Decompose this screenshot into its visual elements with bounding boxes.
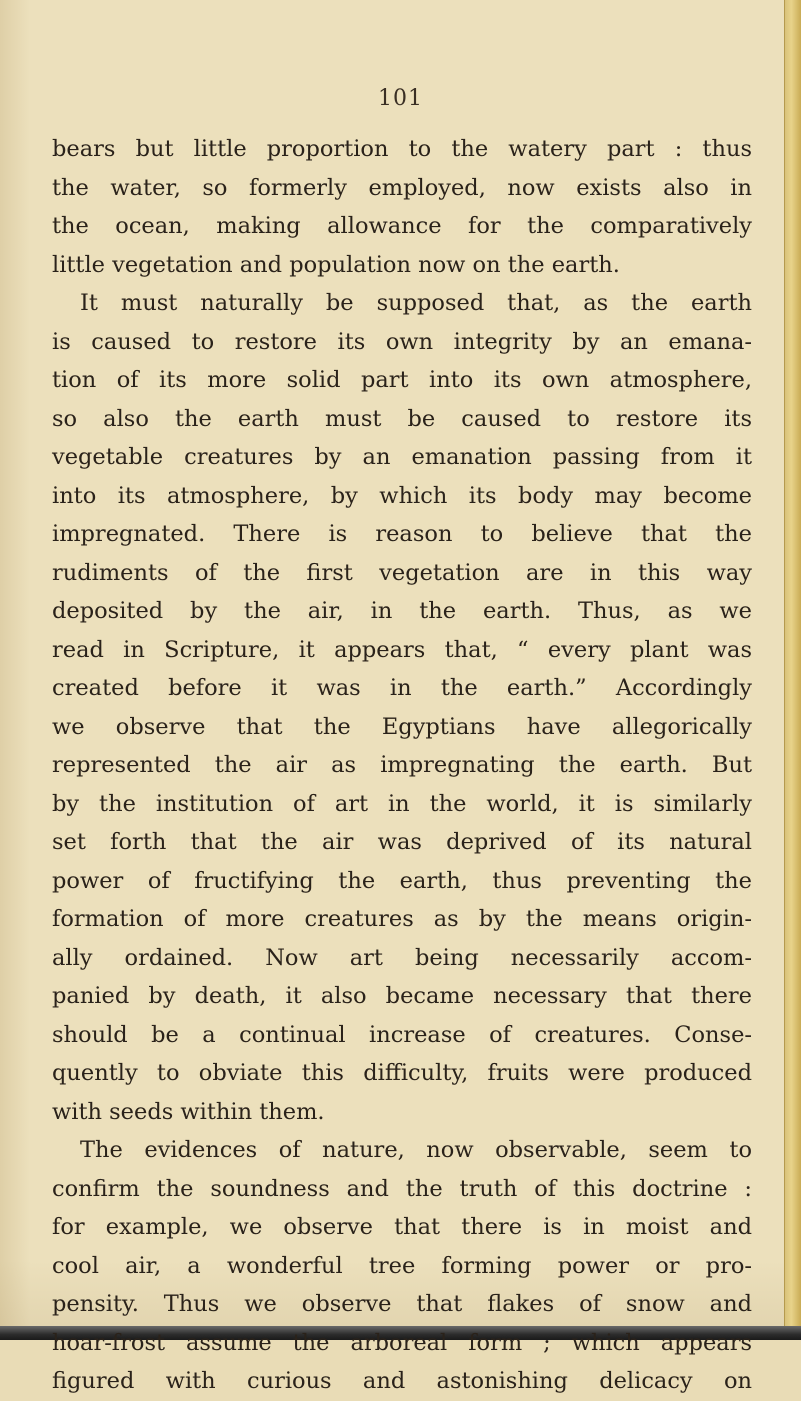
text-line: confirm the soundness and the truth of this doctrine : — [52, 1175, 752, 1202]
text-line: vegetable creatures by an emanation passing from it — [52, 444, 752, 470]
page-right-edge — [784, 0, 801, 1340]
text-line: impregnated. There is reason to believe that the — [52, 521, 752, 547]
text-line: quently to obviate this difficulty, fruits were produced — [52, 1060, 752, 1086]
text-line: read in Scripture, it appears that, “ every plant was — [52, 636, 752, 663]
text-line: we observe that the Egyptians have allegorically — [52, 713, 752, 740]
text-line: little vegetation and population now on the earth. — [52, 251, 620, 278]
text-line: ally ordained. Now art being necessarily accom- — [52, 944, 752, 971]
text-line: rudiments of the first vegetation are in this way — [52, 559, 752, 586]
text-line: It must naturally be supposed that, as the earth — [80, 290, 752, 316]
text-line: with seeds within them. — [52, 1098, 325, 1125]
text-line: deposited by the air, in the earth. Thus, as we — [52, 598, 752, 624]
text-line: formation of more creatures as by the means origin- — [52, 906, 752, 932]
text-line: hoar-frost assume the arboreal form ; which appears — [52, 1329, 752, 1356]
text-line: power of fructifying the earth, thus preventing the — [52, 867, 752, 894]
text-line: panied by death, it also became necessary that there — [52, 983, 752, 1009]
text-line: created before it was in the earth.” Accordingly — [52, 675, 752, 701]
text-line: the water, so formerly employed, now exists also in — [52, 174, 752, 201]
text-line: should be a continual increase of creatures. Conse- — [52, 1021, 752, 1048]
page-number: 101 — [378, 86, 423, 111]
text-line: so also the earth must be caused to restore its — [52, 405, 752, 432]
text-line: bears but little proportion to the watery part : thus — [52, 136, 752, 162]
text-line: set forth that the air was deprived of its natural — [52, 829, 752, 855]
text-line: pensity. Thus we observe that flakes of snow and — [52, 1291, 752, 1317]
body-text — [52, 130, 752, 1401]
text-line: into its atmosphere, by which its body may become — [52, 482, 752, 509]
text-line: The evidences of nature, now observable, seem to — [80, 1137, 752, 1163]
text-line: tion of its more solid part into its own atmosphere, — [52, 367, 752, 393]
text-line: for example, we observe that there is in moist and — [52, 1214, 752, 1240]
text-line: represented the air as impregnating the earth. But — [52, 752, 752, 778]
text-line: figured with curious and astonishing delicacy on — [52, 1368, 752, 1394]
text-line: cool air, a wonderful tree forming power or pro- — [52, 1252, 752, 1279]
text-line: the ocean, making allowance for the comparatively — [52, 213, 752, 239]
text-line: is caused to restore its own integrity by an emana- — [52, 328, 752, 355]
text-line: by the institution of art in the world, it is similarly — [52, 790, 752, 817]
